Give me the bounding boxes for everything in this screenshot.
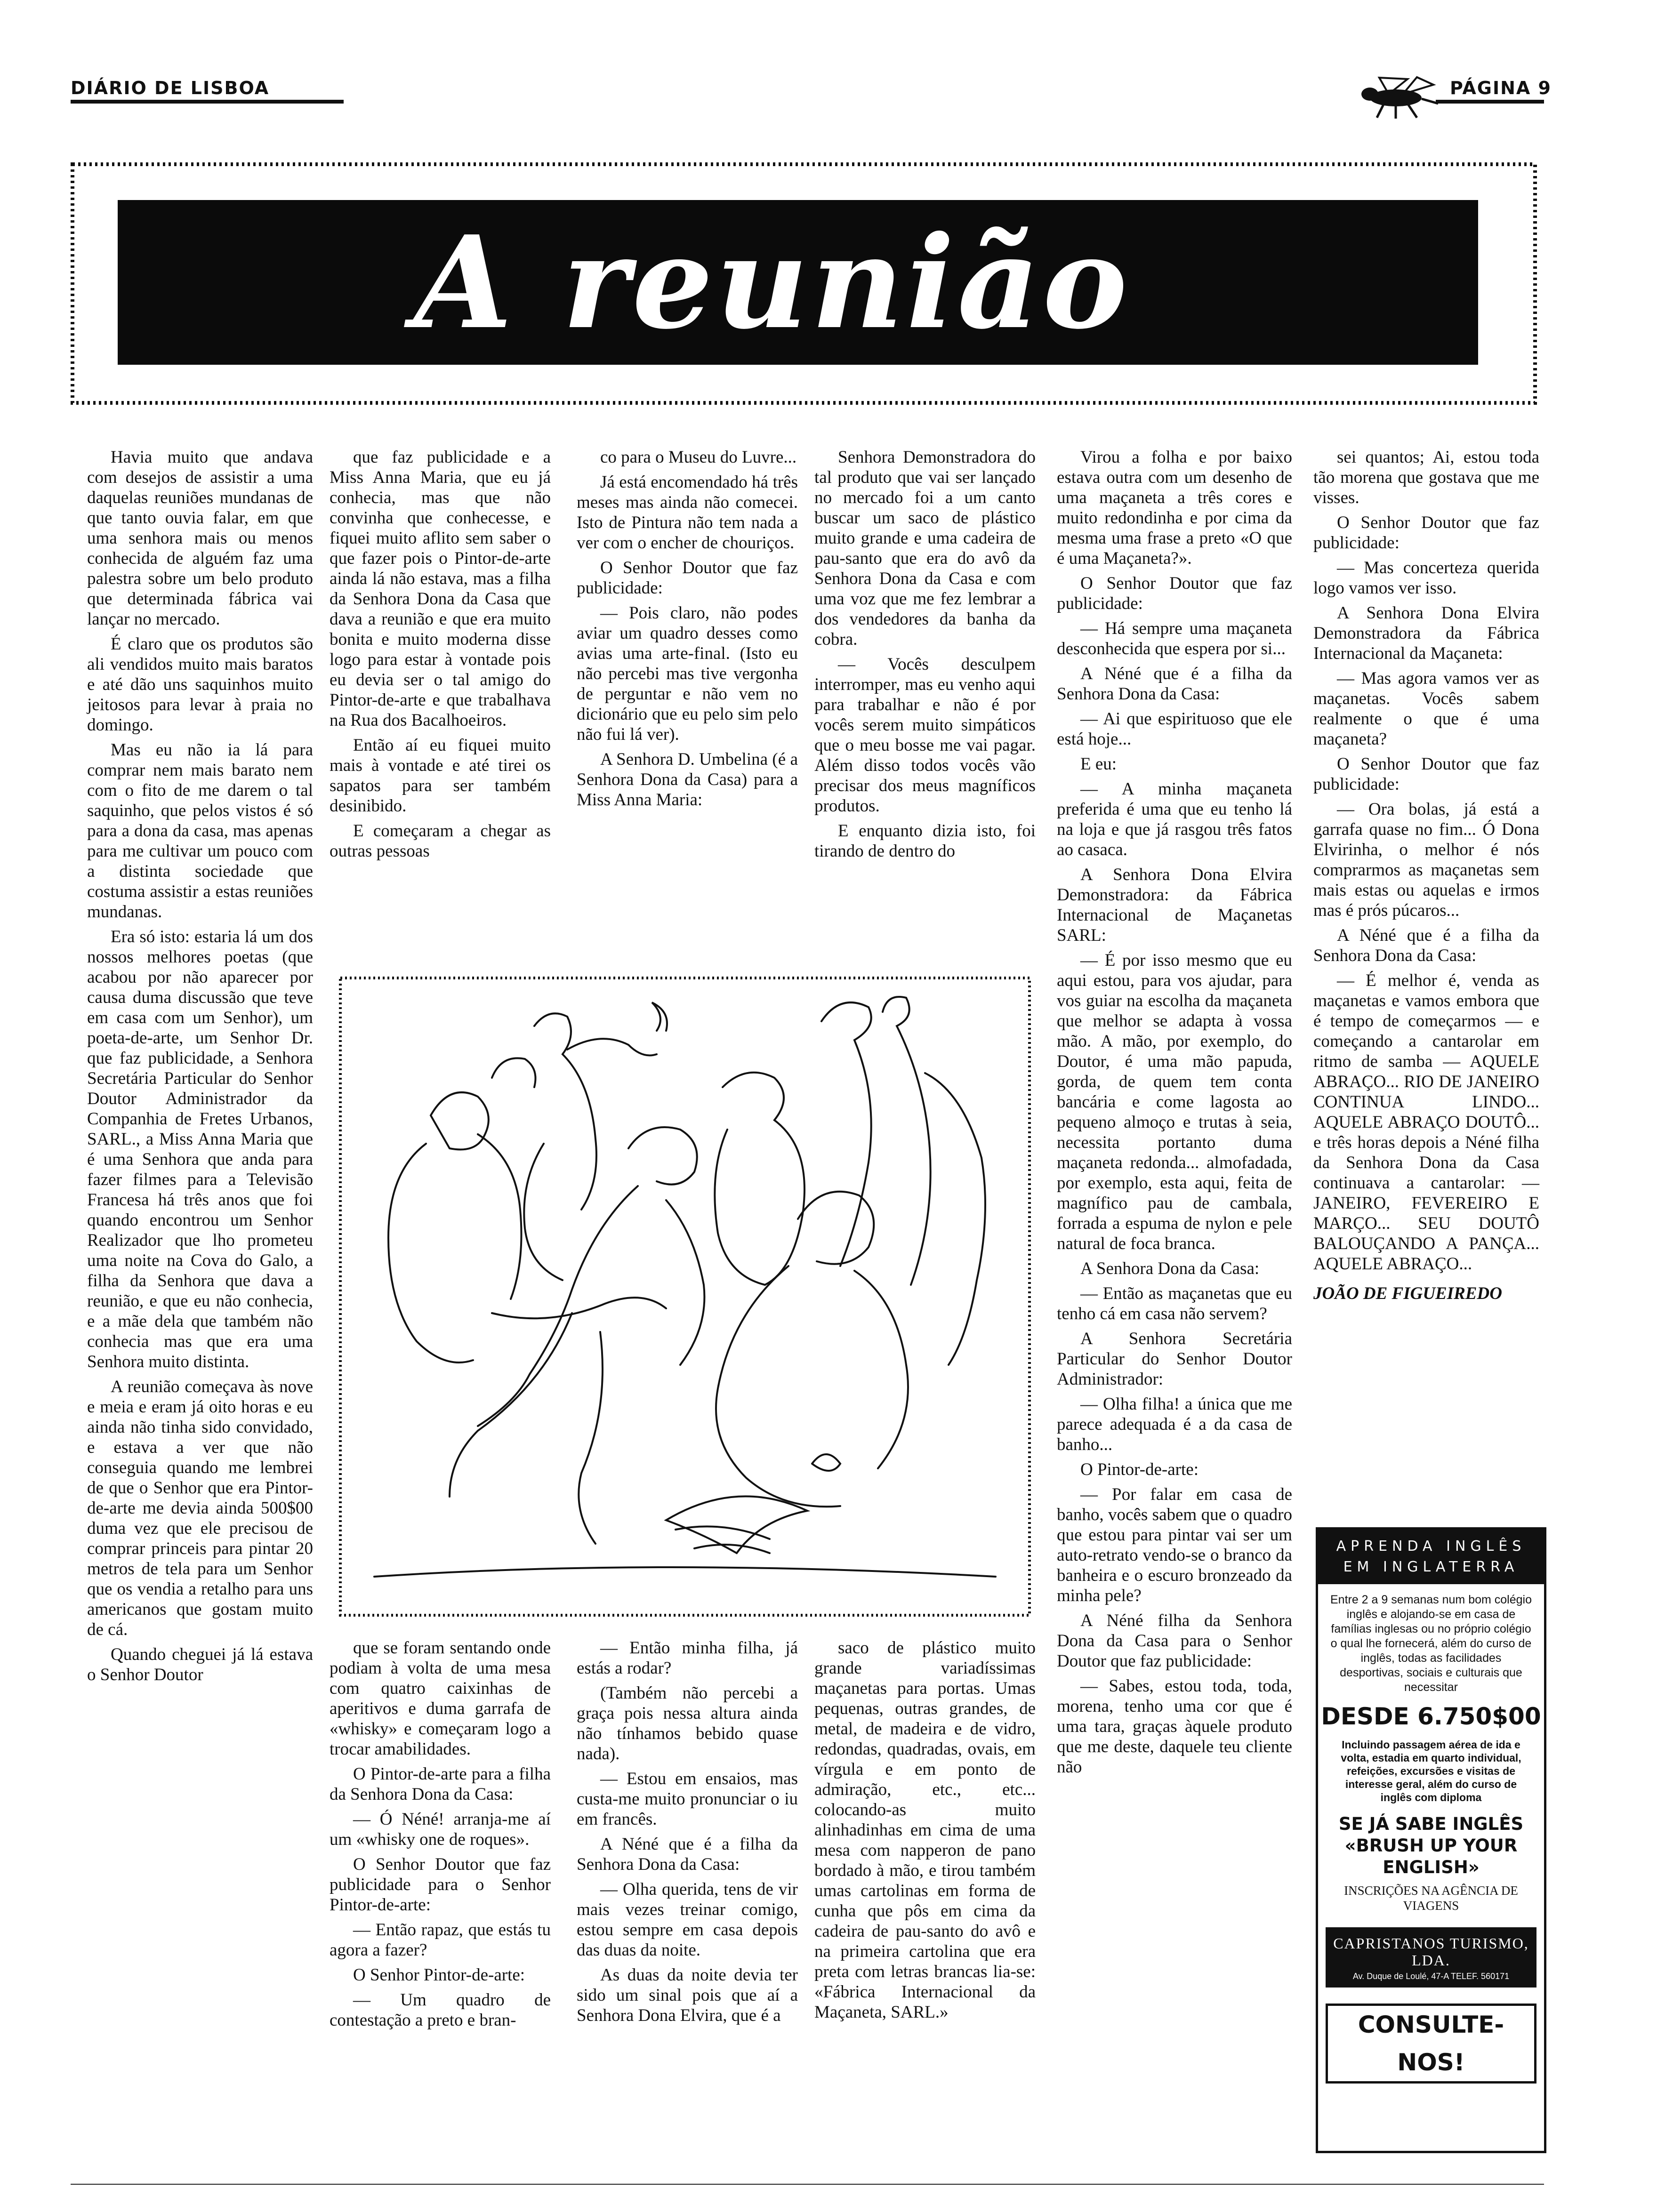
paragraph: Então aí eu fiquei muito mais à vontade e até tirei os sapatos para ser também desinibido. (330, 736, 551, 816)
text-column-3b (577, 1638, 798, 2030)
ad-includes: Incluindo passagem aérea de ida e volta, estadia em quarto individual, refeições, excursões e visitas de interesse geral, além do curso de inglês com diploma (1341, 1739, 1521, 1803)
newspaper-name: DIÁRIO DE LISBOA (71, 78, 270, 98)
paragraph: — Olha filha! a única que me parece adequada é a da casa de banho... (1057, 1395, 1292, 1454)
ad-address: Av. Duque de Loulé, 47-A TELEF. 560171 (1352, 1972, 1510, 1981)
paragraph: — Há sempre uma maçaneta desconhecida que espera por si... (1057, 619, 1292, 658)
paragraph: (Também não percebi a graça pois nessa altura ainda não tínhamos bebido quase nada). (577, 1683, 798, 1763)
paragraph: — Mas agora vamos ver as maçanetas. Vocês sabem realmente o que é uma maçaneta? (1313, 669, 1539, 749)
ad-intro: Entre 2 a 9 semanas num bom colégio inglês e alojando-se em casa de famílias inglesas ou no próprio colégio o qual lhe fornecerá, além do curso de inglês, todas as facilidades desportivas, sociais e culturais que necessitar (1330, 1593, 1532, 1694)
paragraph: Era só isto: estaria lá um dos nossos melhores poetas (que acabou por não aparecer por causa duma discussão que teve em casa com um Senhor), um poeta-de-arte, um Senhor Dr. que faz publicidade, a Senhora Secretária Particular do Senhor Doutor Administrador da Companhia de Fretes Urbanos, SARL., a Miss Anna Maria que é uma Senhora que anda para fazer filmes para a Televisão Francesa há três anos que foi quando encontrou um Senhor Realizador que lho prometeu uma noite na Cova do Galo, a filha da Senhora que dava a reunião, e que eu não conhecia, e a mãe dela que também não conhecia mas que era uma Senhora muito distinta. (87, 927, 313, 1371)
paragraph: — Ó Néné! arranja-me aí um «whisky one de roques». (330, 1810, 551, 1849)
paragraph: saco de plástico muito grande variadíssimas maçanetas para portas. Umas pequenas, outras grandes, de metal, de madeira e de vidro, redondas, quadradas, ovais, em vírgula e em ponto de admiração, etc., etc... colocando-as muito alinhadinhas em cima de uma mesa com napperon de pano bordado à mão, e tirou também umas cartolinas em forma de cunha que pôs em cima da cadeira de pau-santo do avô e na primeira cartolina que era preta com letras brancas lia-se: «Fábrica Internacional da Maçaneta, SARL.» (814, 1638, 1036, 2022)
paragraph: — A minha maçaneta preferida é uma que eu tenho lá na loja e que já rasgou três fatos ao casaca. (1057, 779, 1292, 859)
paragraph: A Senhora Dona da Casa: (1080, 1259, 1260, 1278)
footer-rule (71, 2184, 1544, 2185)
paragraph: — Estou em ensaios, mas custa-me muito pronunciar o iu em francês. (577, 1769, 798, 1829)
paragraph: As duas da noite devia ter sido um sinal pois que aí a Senhora Dona Elvira, que é a (577, 1965, 798, 2025)
paragraph: Havia muito que andava com desejos de assistir a uma daquelas reuniões mundanas de que tanto ouvia falar, em que uma senhora mais ou menos conhecida de alguém faz uma palestra sobre um belo produto que determinada fábrica vai lançar no mercado. (87, 448, 313, 629)
party-illustration (337, 974, 1033, 1619)
header-rule-left (71, 100, 344, 104)
paragraph: — Ai que espirituoso que ele está hoje... (1057, 709, 1292, 749)
paragraph: Virou a folha e por baixo estava outra com um desenho de uma maçaneta a três cores e muito redondinha e por cima da mesma uma frase a preto «O que é uma Maçaneta?». (1057, 448, 1292, 568)
paragraph: E eu: (1080, 754, 1117, 774)
paragraph: — É por isso mesmo que eu aqui estou, para vos ajudar, para vos guiar na escolha da maçaneta que melhor se adapta à vossa mão. A mão, por exemplo, do Doutor, é uma mão papuda, gorda, de quem tem conta bancária e come lagosta ao pequeno almoço e trutas à seia, necessita portanto duma maçaneta redonda... almofadada, por exemplo, esta aqui, feita de magnífico pau de cambala, forrada a espuma de nylon e pele natural de foca branca. (1057, 951, 1292, 1253)
author-signature: JOÃO DE FIGUEIREDO (1313, 1284, 1502, 1303)
header-rule-right (1436, 100, 1544, 104)
text-column-1a (87, 447, 313, 1690)
paragraph: A Senhora Secretária Particular do Senhor Doutor Administrador: (1057, 1329, 1292, 1389)
paragraph: co para o Museu do Luvre... (600, 448, 797, 467)
paragraph: — Um quadro de contestação a preto e bran- (330, 1990, 551, 2030)
text-column-6 (1313, 447, 1539, 1308)
paragraph: — Mas concerteza querida logo vamos ver isso. (1313, 558, 1539, 598)
english-course-ad (1316, 1527, 1546, 2153)
paragraph: O Senhor Doutor que faz publicidade para o Senhor Pintor-de-arte: (330, 1855, 551, 1915)
text-column-4b (814, 1638, 1036, 2027)
paragraph: — Então rapaz, que estás tu agora a fazer? (330, 1920, 551, 1960)
text-column-2a (330, 447, 551, 866)
paragraph: — Vocês desculpem interromper, mas eu venho aqui para trabalhar e não é por vocês serem muito simpáticos que o meu bosse me vai pagar. Além disso todos vocês vão precisar dos meus magníficos produtos. (814, 655, 1036, 816)
ad-hook: SE JÁ SABE INGLÊS «BRUSH UP YOUR ENGLISH» (1338, 1814, 1524, 1877)
ad-inscriptions: INSCRIÇÕES NA AGÊNCIA DE VIAGENS (1344, 1883, 1518, 1913)
paragraph: A reunião começava às nove e meia e eram já oito horas e eu ainda não tinha sido convidado, e estava a ver que não conseguia quando me lembrei de que o Senhor que era Pintor-de-arte me devia ainda 500$00 duma vez que ele precisou de comprar princeis para pintar 20 metros de tela para um Senhor que os vendia a retalho para uns americanos que gostam muito de cá. (87, 1377, 313, 1639)
paragraph: Quando cheguei já lá estava o Senhor Doutor (87, 1645, 313, 1684)
paragraph: A Senhora Dona Elvira Demonstradora da Fábrica Internacional da Maçaneta: (1313, 603, 1539, 663)
paragraph: Senhora Demonstradora do tal produto que vai ser lançado no mercado foi a um canto buscar um saco de plástico muito grande e uma cadeira de pau-santo que era do avô da Senhora Dona da Casa e com uma voz que me fez lembrar a dos vendedores da banha da cobra. (814, 448, 1036, 649)
paragraph: Já está encomendado há três meses mas ainda não comecei. Isto de Pintura não tem nada a ver com o encher de chouriços. (577, 473, 798, 553)
paragraph: — Por falar em casa de banho, vocês sabem que o quadro que estou para pintar vai ser um auto-retrato vendo-se o branco da banheira e o escuro bronzeado da minha pele? (1057, 1485, 1292, 1605)
paragraph: O Senhor Pintor-de-arte: (353, 1965, 525, 1985)
paragraph: A Senhora Dona Elvira Demonstradora: da Fábrica Internacional de Maçanetas SARL: (1057, 865, 1292, 945)
text-column-5 (1057, 447, 1292, 1782)
paragraph: E começaram a chegar as outras pessoas (330, 821, 551, 861)
paragraph: A Néné que é a filha da Senhora Dona da Casa: (577, 1835, 798, 1874)
paragraph: — Olha querida, tens de vir mais vezes treinar comigo, estou sempre em casa depois das duas da noite. (577, 1880, 798, 1960)
page-number: PÁGINA 9 (1450, 78, 1552, 98)
ad-headline: APRENDA INGLÊS EM INGLATERRA (1318, 1530, 1544, 1584)
paragraph: O Pintor-de-arte para a filha da Senhora Dona da Casa: (330, 1764, 551, 1804)
paragraph: — Sabes, estou toda, toda, morena, tenho uma cor que é uma tara, graças àquele produto que me deste, daquele teu cliente não (1057, 1676, 1292, 1777)
paragraph: O Senhor Doutor que faz publicidade: (1313, 513, 1539, 553)
text-column-3a (577, 447, 798, 815)
paragraph: — Pois claro, não podes aviar um quadro desses como avias uma arte-final. (Isto eu não percebi mas tive vergonha de perguntar e não vem no dicionário que eu pelo sim pelo não fui lá ver). (577, 603, 798, 744)
paragraph: A Néné filha da Senhora Dona da Casa para o Senhor Doutor que faz publicidade: (1057, 1611, 1292, 1671)
paragraph: — Então minha filha, já estás a rodar? (577, 1638, 798, 1678)
paragraph: Mas eu não ia lá para comprar nem mais barato nem com o fito de me darem o tal saquinho, que pelos vistos é só para a dona da casa, mas apenas para me cultivar um pouco com a distinta sociedade que costuma assistir a estas reuniões mundanas. (87, 740, 313, 922)
paragraph: A Néné que é a filha da Senhora Dona da Casa: (1057, 664, 1292, 704)
paragraph: — É melhor é, venda as maçanetas e vamos embora que é tempo de começarmos — e começando a cantarolar em ritmo de samba — AQUELE ABRAÇO... RIO DE JANEIRO CONTINUA LINDO... AQUELE ABRAÇO DOUTÔ... e três horas depois a Néné filha da Senhora Dona da Casa continuava a cantarolar: — JANEIRO, FEVEREIRO E MARÇO... SEU DOUTÔ BALOUÇANDO A PANÇA... AQUELE ABRAÇO... (1313, 971, 1539, 1274)
article-title: A reunião (414, 208, 1130, 357)
ad-call-to-action: CONSULTE-NOS! (1326, 2004, 1536, 2084)
title-banner (118, 200, 1478, 365)
paragraph: O Pintor-de-arte: (1080, 1460, 1199, 1479)
paragraph: A Néné que é a filha da Senhora Dona da Casa: (1313, 926, 1539, 965)
paragraph: A Senhora D. Umbelina (é a Senhora Dona da Casa) para a Miss Anna Maria: (577, 750, 798, 809)
paragraph: que faz publicidade e a Miss Anna Maria, que eu já conhecia, mas que não convinha que conhecesse, e fiquei muito aflito sem saber o que fazer pois o Pintor-de-arte ainda lá não estava, mas a filha da Senhora Dona da Casa que dava a reunião e que era muito bonita e muito moderna disse logo para estar à vontade pois eu devia ser o tal amigo do Pintor-de-arte e que trabalhava na Rua dos Bacalhoeiros. (330, 448, 551, 730)
paragraph: O Senhor Doutor que faz publicidade: (1057, 574, 1292, 613)
text-column-4a (814, 447, 1036, 866)
ad-agency-box (1326, 1927, 1536, 1988)
paragraph: O Senhor Doutor que faz publicidade: (577, 558, 798, 598)
ad-price: DESDE 6.750$00 (1321, 1703, 1541, 1730)
paragraph: — Ora bolas, já está a garrafa quase no fim... Ó Dona Elvirinha, o melhor é nós comprarmos as maçanetas sem mais estas ou aquelas e irmos mas é prós púcaros... (1313, 800, 1539, 920)
paragraph: sei quantos; Ai, estou toda tão morena que gostava que me visses. (1313, 448, 1539, 507)
ad-agency-name: CAPRISTANOS TURISMO, LDA. (1333, 1935, 1529, 1969)
text-column-2b (330, 1638, 551, 2035)
fly-icon (1351, 75, 1440, 120)
paragraph: que se foram sentando onde podiam à volta de uma mesa com quatro caixinhas de aperitivos e duma garrafa de «whisky» e começaram logo a trocar amabilidades. (330, 1638, 551, 1759)
paragraph: É claro que os produtos são ali vendidos muito mais baratos e até dão uns saquinhos muito jeitosos para levar à praia no domingo. (87, 634, 313, 735)
paragraph: O Senhor Doutor que faz publicidade: (1313, 754, 1539, 794)
paragraph: — Então as maçanetas que eu tenho cá em casa não servem? (1057, 1284, 1292, 1323)
paragraph: E enquanto dizia isto, foi tirando de dentro do (814, 821, 1036, 861)
